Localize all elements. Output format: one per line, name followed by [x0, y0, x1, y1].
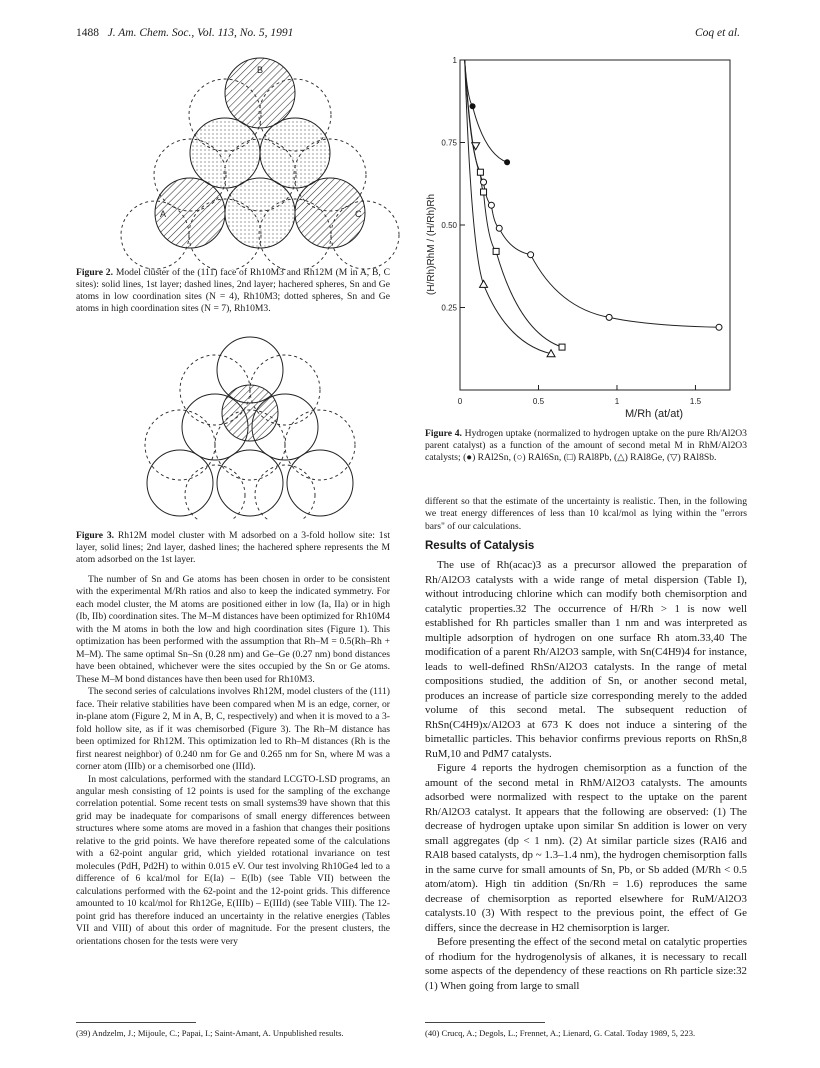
journal-citation: J. Am. Chem. Soc., Vol. 113, No. 5, 1991 — [107, 27, 294, 39]
page-number: 1488 — [76, 27, 99, 39]
y-axis-label: (H/Rh)RhM / (H/Rh)Rh — [426, 193, 437, 295]
paragraph: The number of Sn and Ge atoms has been chosen in order to be consistent with the experimental M/Rh ratios and also to keep the indicated symmetry. For each model cluster, the M atoms are positioned either in low (Ia, IIa) or in high (Ib, IIb) coordination sites. The M–M distances have been optimized for Rh10M4 with the M atoms in both the low and high coordination sites (Figure 1). This optimization has been performed with the assumption that Rh–M = 0.5(Rh–Rh + M–M). The same optimal Sn–Sn (0.28 nm) and Ge–Ge (0.27 nm) bond distances have been obtained, whichever were the sites occupied by the Sn or Ge atoms. These M–M bond distances have then been used for Rh10M3. — [76, 574, 390, 685]
point-ral2sn — [470, 103, 476, 109]
figure-3-caption-text: Rh12M model cluster with M adsorbed on a 3-fold hollow site: 1st layer, solid lines; 2nd layer, dashed lines; the hachered sphere represents the M atom adsorbed on the 1st layer. — [76, 530, 390, 565]
paragraph: different so that the estimate of the uncertainty is realistic. Then, in the following we treat energy differences of less than 10 kcal/mol as lying within the "errors bars" of our calculations. — [425, 496, 747, 532]
figure-2-caption-text: Model cluster of the (111) face of Rh10M3 and Rh12M (M in A, B, C sites): solid lines, 1st layer; dashed lines, 2nd layer; hachered spheres, Sn and Ge atoms in low coordination sites (N = 4), Rh10M3; dotted spheres, Sn and Ge atoms in high coordination sites (N = 7), Rh10M3. — [76, 267, 390, 314]
x-axis-label: M/Rh (at/at) — [625, 408, 684, 420]
point-ral6sn — [481, 179, 487, 185]
left-text-column — [76, 574, 390, 948]
point-ral6sn — [716, 324, 722, 330]
figure-2-caption — [76, 267, 390, 315]
x-tick-label: 0.5 — [532, 397, 545, 406]
curve-ral2sn — [465, 60, 507, 162]
site-label-c: C — [355, 209, 362, 219]
point-ral6sn — [528, 252, 534, 258]
figure-4-caption — [425, 428, 747, 464]
point-ral6sn — [606, 314, 612, 320]
y-tick-label: 0.50 — [441, 221, 457, 230]
point-ral8pb — [481, 189, 487, 195]
point-ral8pb — [493, 248, 499, 254]
curve-ral8ge — [465, 60, 551, 354]
point-ral6sn — [488, 202, 494, 208]
point-ral8pb — [559, 344, 565, 350]
site-label-a: A — [160, 209, 167, 219]
x-tick-label: 1 — [614, 397, 620, 406]
running-header-left — [76, 27, 293, 39]
footnote-right: (40) Crucq, A.; Degols, L.; Frennet, A.; Lienard, G. Catal. Today 1989, 5, 223. — [425, 1028, 696, 1038]
footnote-rule-left — [76, 1022, 196, 1023]
point-ral8ge — [480, 280, 488, 287]
footnote-rule-right — [425, 1022, 545, 1023]
point-ral2sn — [504, 159, 510, 165]
x-tick-label: 0 — [457, 397, 463, 406]
x-tick-label: 1.5 — [689, 397, 702, 406]
right-text-column — [425, 496, 747, 993]
y-tick-label: 1 — [452, 56, 457, 65]
figure-4-chart — [420, 50, 750, 428]
site-label-b: B — [257, 65, 264, 75]
figure-4 — [420, 50, 750, 428]
paragraph: Figure 4 reports the hydrogen chemisorption as a function of the amount of the second metal in RhM/Al2O3 catalysts. The amounts adsorbed were normalized with respect to the uptake on the parent Rh/Al2O3 catalyst. It appears that the following are observed: (1) The decrease of hydrogen uptake upon similar Sn addition is lower on very small aggregates (dp < 1 nm). (2) At similar particle sizes (RAl6 and RAl8 based catalysts, dp ~ 1.3–1.4 nm), the hydrogen chemisorption falls in the same curve for small amounts of Sn, Pb, or Sb added (M/Rh < 0.5 atom/atom). High tin addition (Sn/Rh = 1.6) reproduces the same decrease of chemisorption as reported elsewhere for RuM/Al2O3 catalysts.10 (3) With respect to the previous point, the effect of Ge differs, since the decrease in H2 chemisorption is larger. — [425, 762, 747, 934]
section-title: Results of Catalysis — [425, 539, 535, 552]
plot-frame — [460, 60, 730, 390]
figure-4-caption-text: Hydrogen uptake (normalized to hydrogen uptake on the pure Rh/Al2O3 parent catalyst) as a function of the amount of second metal M in RhM/Al2O3 catalysts; (●) RAl2Sn, (○) RAl6Sn, (□) RAl8Pb, (△) RAl8Ge, (▽) RAl8Sb. — [425, 428, 747, 463]
paragraph: In most calculations, performed with the standard LCGTO-LSD programs, an angular mesh consisting of 12 points is used for the sampling of the exchange correlation potential. Some recent tests on small systems39 have shown that this grid may be inadequate for comparisons of small energy differences between structures where some atoms are moved in a fashion that changes their positions relative to the grid points. We have therefore repeated some of the calculations with a 62-point angular grid, which yielded rotational invariance on test molecules (PdH, Pd2H) to within 0.015 eV. Our test involving Rh10Ge4 led to a difference of 6 kcal/mol for E(Ia) – E(Ib) (see Table VII) between the calculations performed with the 62-point and the 12-point grids. This difference amounted to 10 kcal/mol for Rh12Ge, E(IIIb) – E(IIId) (see Table VIII). The 12-point grid has therefore induced an uncertainty in the relative energies (Tables VII and VIII) of about this order of magnitude. For the present clusters, the orientations chosen for the tests were very — [76, 773, 390, 947]
figure-2 — [100, 45, 420, 270]
y-tick-label: 0.75 — [441, 138, 457, 148]
paragraph: The use of Rh(acac)3 as a precursor allowed the preparation of Rh/Al2O3 catalysts with a wide range of metal dispersion (Table I), without introducing chlorine which can modify both chemisorption and catalytic properties.32 The occurrence of H/Rh > 1 is now well established for Rh particles smaller than 1 nm and was interpreted as multiple adsorption of hydrogen on one surface Rh atom.33,40 The modification of a parent Rh/Al2O3 sample, with Sn(C4H9)4 for instance, leads to well-defined RhSn/Al2O3 catalysts. In the range of metal compositions studied, the addition of Sn, or another second metal, produces an increase of particle size corresponding merely to the added volume of this second metal. The subsequent reduction of RhSn(C4H9)x/Al2O3 at 673 K does not induce a sintering of the bimetallic particles. This behavior confirms previous reports on RhSn,8 RuM,10 and PdM7 catalysts. — [425, 559, 747, 760]
footnote-left: (39) Andzelm, J.; Mijoule, C.; Papai, I.; Saint-Amant, A. Unpublished results. — [76, 1028, 344, 1038]
running-header-authors: Coq et al. — [694, 27, 740, 39]
point-ral8pb — [477, 169, 483, 175]
figure-3-caption — [76, 530, 390, 566]
paragraph: The second series of calculations involves Rh12M, model clusters of the (111) face. Their relative stabilities have been compared when M is an edge, corner, or in-plane atom (Figure 2, M in A, B, C, respectively) and when it is moved to a 3-fold hollow site, as if it was chemisorbed (Figure 3). The Rh–M distance has been optimized for Rh12M. This optimization led to Rh–M distances (Rh is the first nearest neighbor) of 0.240 nm for Ge and 0.265 nm for Sn, where M was a corner atom (IIIb) or a chemisorbed one (IIId). — [76, 686, 390, 773]
figure-3 — [120, 335, 400, 520]
figure-4-caption-title: Figure 4. — [425, 428, 462, 439]
point-ral6sn — [496, 225, 502, 231]
curve-ral8pb — [465, 60, 562, 347]
figure-2-cluster-drawing — [100, 45, 420, 270]
figure-2-caption-title: Figure 2. — [76, 267, 114, 278]
figure-3-caption-title: Figure 3. — [76, 530, 115, 541]
paragraph: Before presenting the effect of the second metal on catalytic properties of rhodium for the hydrogenolysis of alkanes, it is necessary to recall some aspects of the dependency of these reactions on Rh particle size:32 (1) When going from large to small — [425, 936, 747, 992]
figure-3-cluster-drawing — [120, 335, 400, 520]
y-tick-label: 0.25 — [441, 303, 457, 313]
curve-ral6sn — [465, 60, 719, 327]
